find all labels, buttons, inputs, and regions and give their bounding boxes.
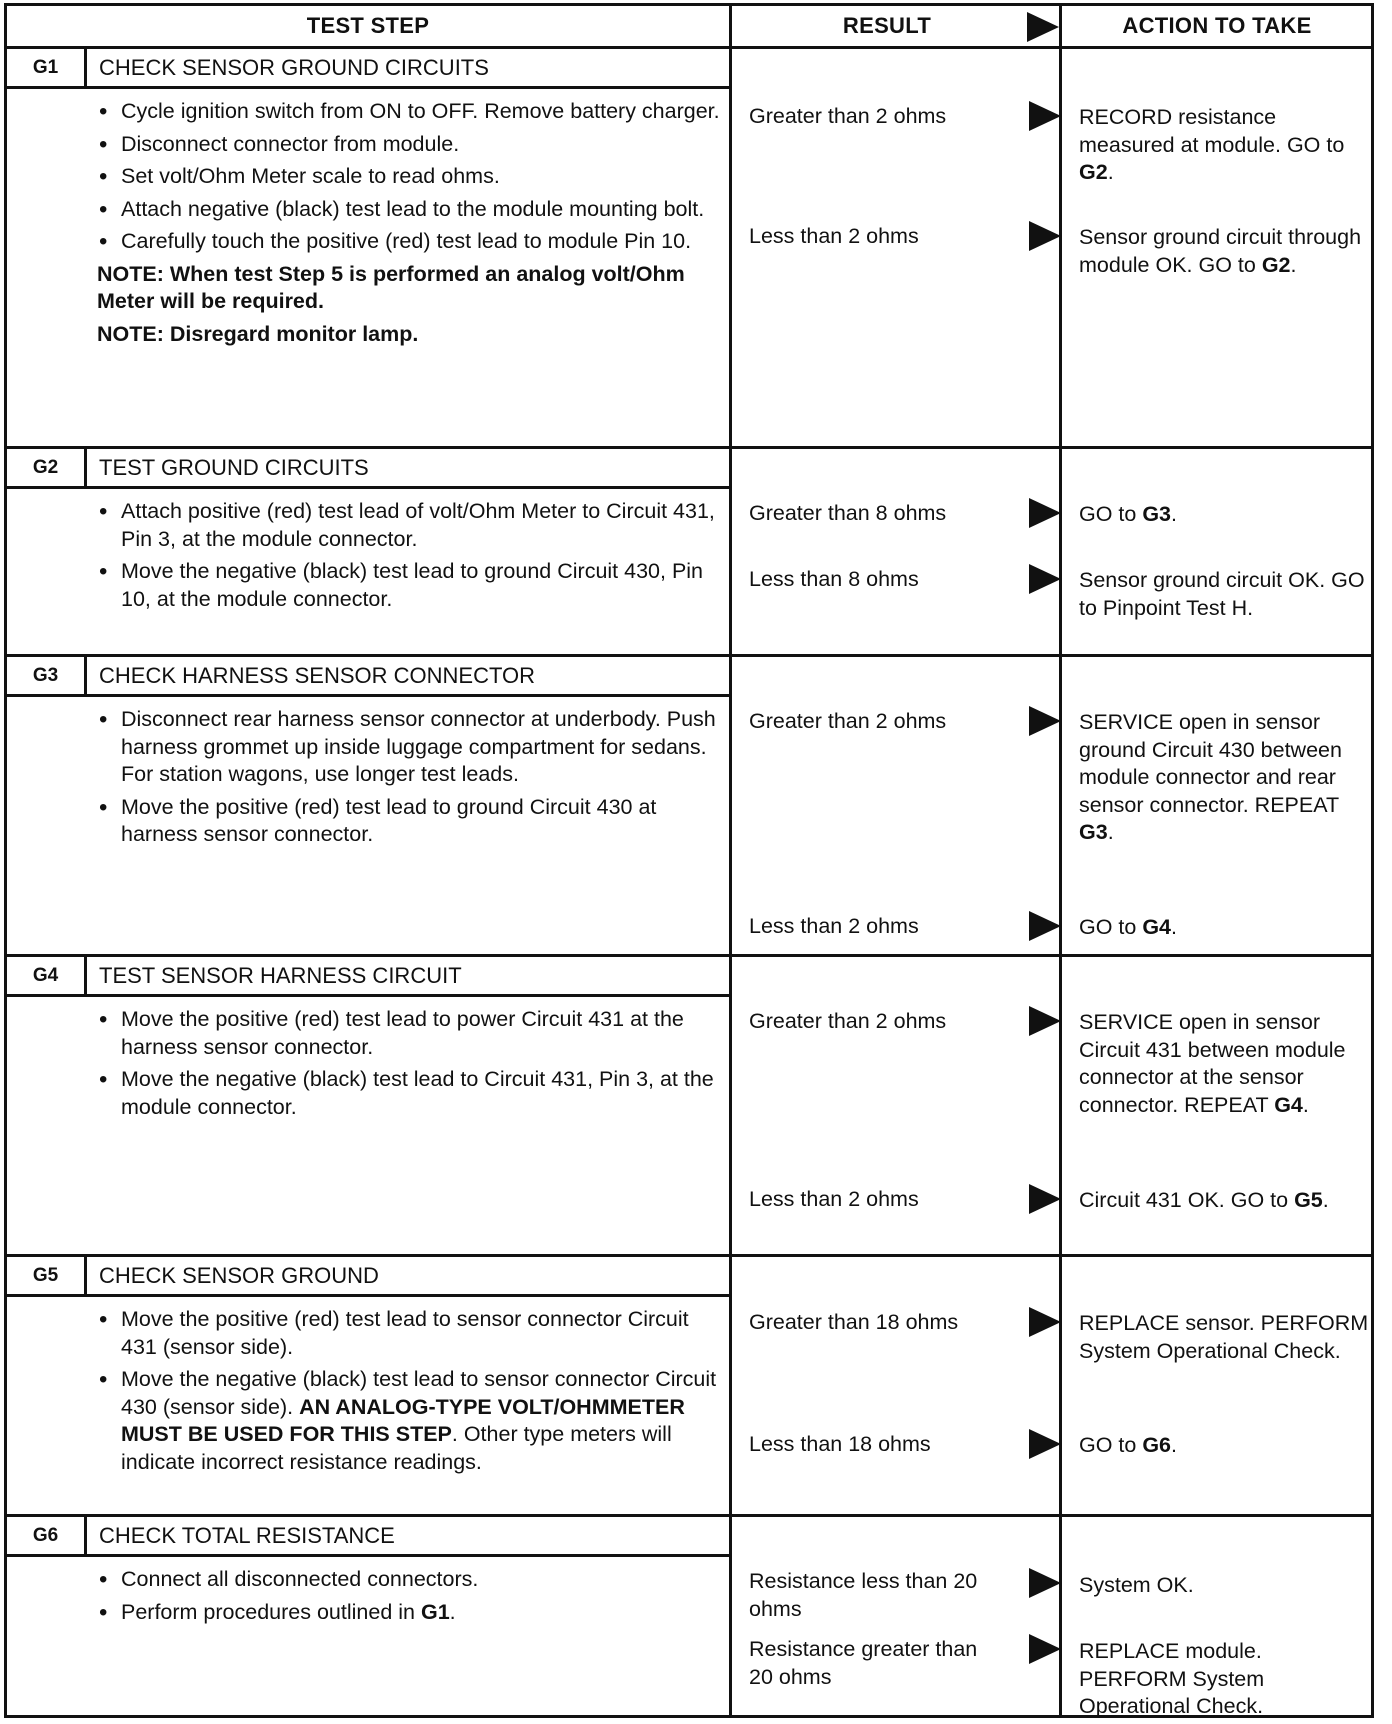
- action-text: Sensor ground circuit OK. GO to Pinpoint Test H.: [1079, 568, 1365, 620]
- result-text: Greater than 2 ohms: [749, 1009, 947, 1033]
- step-instructions: [97, 98, 727, 353]
- arrow-icon: [1029, 1307, 1061, 1337]
- step-instructions: [97, 498, 727, 618]
- instruction-item: • Carefully touch the positive (red) test lead to module Pin 10.: [97, 228, 727, 256]
- result-text: Less than 18 ohms: [749, 1432, 931, 1456]
- result-text: Less than 2 ohms: [749, 1187, 919, 1211]
- arrow-icon: [1029, 101, 1061, 131]
- instruction-item: • Set volt/Ohm Meter scale to read ohms.: [97, 163, 727, 191]
- arrow-icon: [1029, 1634, 1061, 1664]
- instruction-item: • Move the negative (black) test lead to ground Circuit 430, Pin 10, at the module connector.: [97, 558, 727, 613]
- step-id: G5: [7, 1257, 87, 1297]
- header-action: ACTION TO TAKE: [1122, 13, 1312, 38]
- step-id: G2: [7, 449, 87, 489]
- action-text: RECORD resistance measured at module. GO to G2.: [1079, 105, 1345, 184]
- step-id: G1: [7, 49, 87, 89]
- action-text: Circuit 431 OK. GO to G5.: [1079, 1188, 1329, 1212]
- arrow-icon: [1029, 1568, 1061, 1598]
- instruction-item: • Attach negative (black) test lead to the module mounting bolt.: [97, 196, 727, 224]
- step-title: CHECK SENSOR GROUND CIRCUITS: [87, 49, 732, 89]
- step-id: G6: [7, 1517, 87, 1557]
- action-text: SERVICE open in sensor Circuit 431 between module connector at the sensor connector. REPEAT G4.: [1079, 1010, 1346, 1117]
- header-test-step: TEST STEP: [306, 13, 430, 38]
- instruction-item: • Disconnect rear harness sensor connector at underbody. Push harness grommet up inside luggage compartment for sedans. For station wagons, use longer test leads.: [97, 706, 727, 789]
- action-text: REPLACE module. PERFORM System Operational Check.: [1079, 1639, 1265, 1718]
- arrow-icon: [1029, 911, 1061, 941]
- header-arrow-icon: [1027, 12, 1059, 42]
- action-text: GO to G4.: [1079, 915, 1177, 939]
- result-text: Less than 2 ohms: [749, 914, 919, 938]
- note-text: NOTE: Disregard monitor lamp.: [97, 321, 419, 346]
- step-id: G4: [7, 957, 87, 997]
- instruction-item: • Move the positive (red) test lead to sensor connector Circuit 431 (sensor side).: [97, 1306, 727, 1361]
- result-text: Less than 8 ohms: [749, 567, 919, 591]
- note-text: NOTE: When test Step 5 is performed an analog volt/Ohm Meter will be required.: [97, 261, 685, 313]
- action-text: GO to G6.: [1079, 1433, 1177, 1457]
- result-text: Less than 2 ohms: [749, 224, 919, 248]
- arrow-icon: [1029, 564, 1061, 594]
- column-divider: [729, 6, 732, 1715]
- step-title: TEST GROUND CIRCUITS: [87, 449, 732, 489]
- instruction-item: • Move the negative (black) test lead to Circuit 431, Pin 3, at the module connector.: [97, 1066, 727, 1121]
- action-text: REPLACE sensor. PERFORM System Operational Check.: [1079, 1311, 1369, 1363]
- result-text: Greater than 2 ohms: [749, 104, 947, 128]
- step-instructions: [97, 706, 727, 854]
- step-instructions: [97, 1306, 727, 1481]
- step-title: CHECK HARNESS SENSOR CONNECTOR: [87, 657, 732, 697]
- header-result: RESULT: [842, 13, 932, 38]
- step-title: CHECK SENSOR GROUND: [87, 1257, 732, 1297]
- instruction-item: • Move the positive (red) test lead to power Circuit 431 at the harness sensor connector.: [97, 1006, 727, 1061]
- result-text: Greater than 2 ohms: [749, 709, 947, 733]
- arrow-icon: [1029, 706, 1061, 736]
- step-instructions: [97, 1566, 727, 1631]
- instruction-item: • Move the negative (black) test lead to sensor connector Circuit 430 (sensor side). AN ANALOG-TYPE VOLT/OHMMETER MUST BE USED FOR THIS STEP. Other type meters will indicate incorrect resistance readings.: [97, 1366, 727, 1476]
- instruction-item: • Connect all disconnected connectors.: [97, 1566, 727, 1594]
- action-text: Sensor ground circuit through module OK. GO to G2.: [1079, 225, 1362, 277]
- step-instructions: [97, 1006, 727, 1126]
- result-text: Greater than 18 ohms: [749, 1310, 959, 1334]
- arrow-icon: [1029, 1006, 1061, 1036]
- instruction-item: • Perform procedures outlined in G1.: [97, 1599, 727, 1627]
- step-id: G3: [7, 657, 87, 697]
- action-text: System OK.: [1079, 1573, 1194, 1597]
- result-text: Resistance less than 20 ohms: [749, 1569, 978, 1621]
- step-title: TEST SENSOR HARNESS CIRCUIT: [87, 957, 732, 997]
- instruction-item: • Cycle ignition switch from ON to OFF. Remove battery charger.: [97, 98, 727, 126]
- result-text: Resistance greater than 20 ohms: [749, 1637, 978, 1689]
- arrow-icon: [1029, 221, 1061, 251]
- instruction-item: • Attach positive (red) test lead of volt/Ohm Meter to Circuit 431, Pin 3, at the module connector.: [97, 498, 727, 553]
- step-title: CHECK TOTAL RESISTANCE: [87, 1517, 732, 1557]
- diagnostic-table: [4, 3, 1374, 1718]
- arrow-icon: [1029, 498, 1061, 528]
- instruction-item: • Move the positive (red) test lead to ground Circuit 430 at harness sensor connector.: [97, 794, 727, 849]
- action-text: SERVICE open in sensor ground Circuit 430 between module connector and rear sensor connector. REPEAT G3.: [1079, 710, 1342, 844]
- arrow-icon: [1029, 1429, 1061, 1459]
- arrow-icon: [1029, 1184, 1061, 1214]
- action-text: GO to G3.: [1079, 502, 1177, 526]
- result-text: Greater than 8 ohms: [749, 501, 947, 525]
- instruction-item: • Disconnect connector from module.: [97, 131, 727, 159]
